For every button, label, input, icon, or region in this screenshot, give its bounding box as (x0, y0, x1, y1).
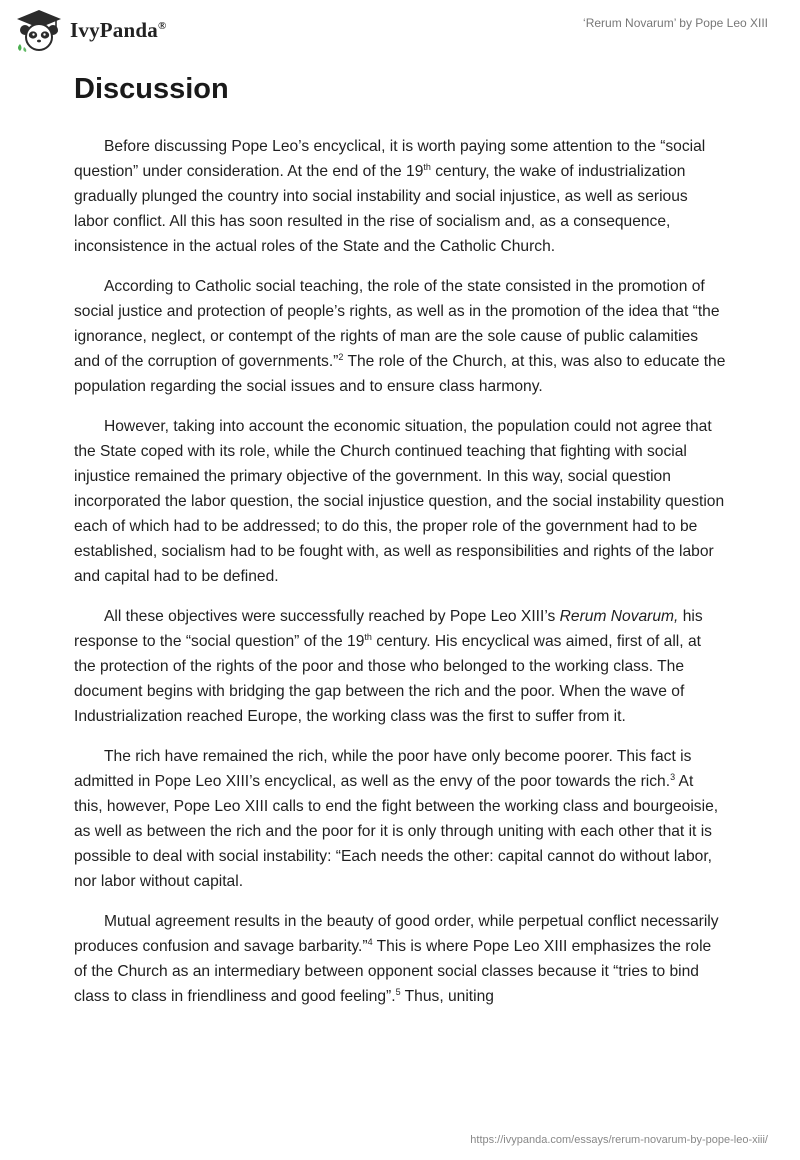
document-title: ‘Rerum Novarum’ by Pope Leo XIII (583, 16, 768, 30)
footnote-ref-2[interactable]: 2 (338, 352, 344, 362)
panda-graduate-icon (14, 8, 64, 52)
page-header (0, 0, 800, 60)
footnote-ref-3[interactable]: 3 (670, 772, 676, 782)
paragraph-6: Mutual agreement results in the beauty of good order, while perpetual conflict necessarily produces confusion and savage barbarity.”$^4$ This is where Pope Leo XIII emphasizes the role of the Church as an intermediary between opponent social classes because it “tries to bind class to class in friendliness and good feeling”.$^5$ Thus, uniting (74, 913, 719, 1005)
brand-name: IvyPanda® (70, 17, 167, 42)
paragraph-4: All these objectives were successfully reached by Pope Leo XIII’s Rerum Novarum, his response to the “social question” of the 19th century. His encyclical was aimed, first of all, at the protection of the rights of the poor and those who belonged to the working class. The document begins with bridging the gap between the rich and the poor. When the wave of Industrialization reached Europe, the working class was the first to suffer from it. (74, 608, 703, 725)
ordinal-suffix: th (364, 632, 372, 642)
ivypanda-logo[interactable] (14, 8, 166, 52)
paragraph-3: However, taking into account the economic situation, the population could not agree that the State coped with its role, while the Church continued teaching that fighting with social injustice remained the primary objective of the government. In this way, social question incorporated the labor question, the social injustice question, and the social instability question each of which had to be addressed; to do this, the proper role of the government had to be established, socialism had to be fought with, as well as responsibilities and rights of the labor and capital had to be defined. (74, 418, 725, 585)
encyclical-title: Rerum Novarum, (559, 608, 679, 625)
source-url[interactable]: https://ivypanda.com/essays/rerum-novarum-by-pope-leo-xiii/ (470, 1134, 768, 1146)
ordinal-suffix: th (423, 162, 431, 172)
paragraph-2: According to Catholic social teaching, the role of the state consisted in the promotion of social justice and protection of people’s rights, as well as in the promotion of the idea that “the ignorance, neglect, or contempt of the rights of man are the sole cause of public calamities and of the corruption of governments.”$^2$ The role of the Church, at this, was also to educate the population regarding the social issues and to ensure class harmony. (74, 278, 726, 395)
section-heading: Discussion (74, 73, 229, 105)
footnote-ref-5[interactable]: 5 (395, 987, 401, 997)
paragraph-1: Before discussing Pope Leo’s encyclical, it is worth paying some attention to the “social question” under consideration. At the end of the 19th century, the wake of industrialization gradually plunged the country into social instability and social injustice, as well as serious labor conflict. All this has soon resulted in the rise of socialism and, as a consequence, inconsistence in the actual roles of the State and the Catholic Church. (74, 138, 706, 255)
paragraph-5: The rich have remained the rich, while the poor have only become poorer. This fact is admitted in Pope Leo XIII’s encyclical, as well as the envy of the poor towards the rich.$^3$ At this, however, Pope Leo XIII calls to end the fight between the working class and bourgeoisie, as well as between the rich and the poor for it is only through uniting with each other that it is possible to deal with social instability: “Each needs the other: capital cannot do without labor, nor labor without capital. (74, 748, 719, 890)
essay-body (74, 134, 726, 1024)
footnote-ref-4[interactable]: 4 (367, 937, 373, 947)
